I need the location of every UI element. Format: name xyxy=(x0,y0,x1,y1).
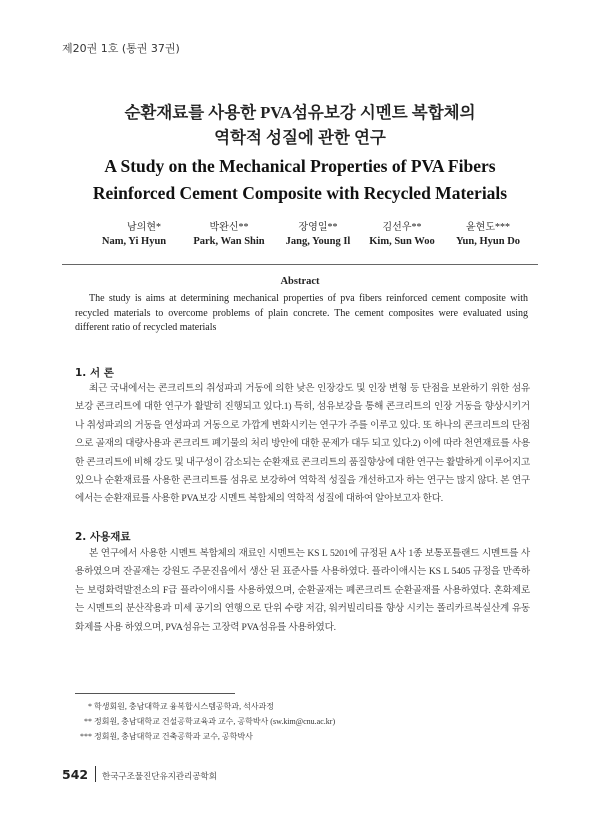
footnote-3: *** 정회원, 충남대학교 건축공학과 교수, 공학박사 xyxy=(80,732,253,741)
section-body-materials: 본 연구에서 사용한 시멘트 복합체의 재료인 시멘트는 KS L 5201에 규정된 A사 1종 보통포틀랜드 시멘트를 사용하였으며 잔골재는 강원도 주문진읍에서 생산 된 표준사를 사용하였다. 플라이애시는 KS L 5405 규정을 만족하는 보령화력발전소의 F급 플라이애시를 사용하였으며, 순환골재는 폐콘크리트 순환골재를 사용하였다. 혼화제로는 시멘트의 분산작용과 미세 공기의 연행으로 단위 수량 저감, 워커빌리티를 향상 시키는 폴리카르복실산계 유동화제를 사용 하였으며, PVA섬유는 고장력 PVA섬유를 사용하였다. xyxy=(75,548,530,633)
title-english-line-1: A Study on the Mechanical Properties of PVA Fibers xyxy=(104,156,496,176)
author-name-english: Nam, Yi Hyun xyxy=(101,236,167,247)
header-volume: 제20권 1호 (통권 37권) xyxy=(62,42,180,55)
author-name-english: Kim, Sun Woo xyxy=(369,236,435,247)
author-1 xyxy=(94,218,174,247)
author-name-korean: 장영일** xyxy=(298,222,338,233)
page-number: 542 xyxy=(62,767,89,782)
abstract-text: The study is aims at determining mechanical properties of pva fibers reinforced cement composite with recycled materials to overcome problems of plain concrete. The cement composites were evaluated using different ratio of recycled materials xyxy=(75,293,528,333)
abstract-heading: Abstract xyxy=(280,276,320,287)
author-name-korean: 남의현* xyxy=(127,222,161,233)
author-name-english: Park, Wan Shin xyxy=(193,236,265,247)
author-name-english: Jang, Young Il xyxy=(285,236,351,247)
author-name-korean: 박완신** xyxy=(209,222,249,233)
header-divider xyxy=(62,264,538,265)
journal-name: 한국구조물진단유지관리공학회 xyxy=(102,772,217,782)
footnote-2: ** 정회원, 충남대학교 건설공학교육과 교수, 공학박사 (sw.kim@cnu.ac.kr) xyxy=(84,717,336,726)
footer-divider xyxy=(95,766,96,782)
title-korean xyxy=(0,100,600,150)
author-3 xyxy=(272,218,364,247)
footnote-1: * 학생회원, 충남대학교 융복합시스템공학과, 석사과정 xyxy=(88,702,275,711)
footnote-divider xyxy=(75,693,235,694)
author-5 xyxy=(442,218,534,247)
title-korean-line-1: 순환재료를 사용한 PVA섬유보강 시멘트 복합체의 xyxy=(124,103,476,122)
title-english xyxy=(0,153,600,207)
section-heading-materials: 2. 사용재료 xyxy=(75,531,131,543)
title-korean-line-2: 역학적 성질에 관한 연구 xyxy=(214,128,386,147)
author-4 xyxy=(356,218,448,247)
section-body-introduction: 최근 국내에서는 콘크리트의 취성파괴 거동에 의한 낮은 인장강도 및 인장 변형 등 단점을 보완하기 위한 섬유보강 콘크리트에 대한 연구가 활발히 진행되고 있다.1) 특히, 섬유보강을 통해 콘크리트의 인장 거동을 향상시키거나 취성파괴의 거동을 연성파괴 거동으로 가깝게 변화시키는 연구가 주를 이루고 있다. 또 하나의 콘크리트의 단점으로 골재의 대량사용과 콘크리트 폐기물의 처리 방안에 대한 문제가 대두 되고 있다.2) 이에 따라 천연재료를 사용한 콘크리트에 비해 강도 및 내구성이 감소되는 순환재료 콘크리트의 품질향상에 대한 연구는 활발하게 이루어지고 있으나 순환재료를 사용한 콘크리트를 섬유로 보강하여 역학적 성질을 개선하고자 하는 연구는 많지 않다. 본 연구에서는 순환재료를 사용한 PVA보강 시멘트 복합체의 역학적 성질에 대하여 알아보고자 한다. xyxy=(75,383,530,505)
author-name-korean: 김선우** xyxy=(382,222,422,233)
author-name-english: Yun, Hyun Do xyxy=(455,236,521,247)
author-name-korean: 윤현도*** xyxy=(466,222,510,233)
section-heading-introduction: 1. 서 론 xyxy=(75,367,114,379)
title-english-line-2: Reinforced Cement Composite with Recycled Materials xyxy=(92,183,508,203)
author-2 xyxy=(184,218,274,247)
